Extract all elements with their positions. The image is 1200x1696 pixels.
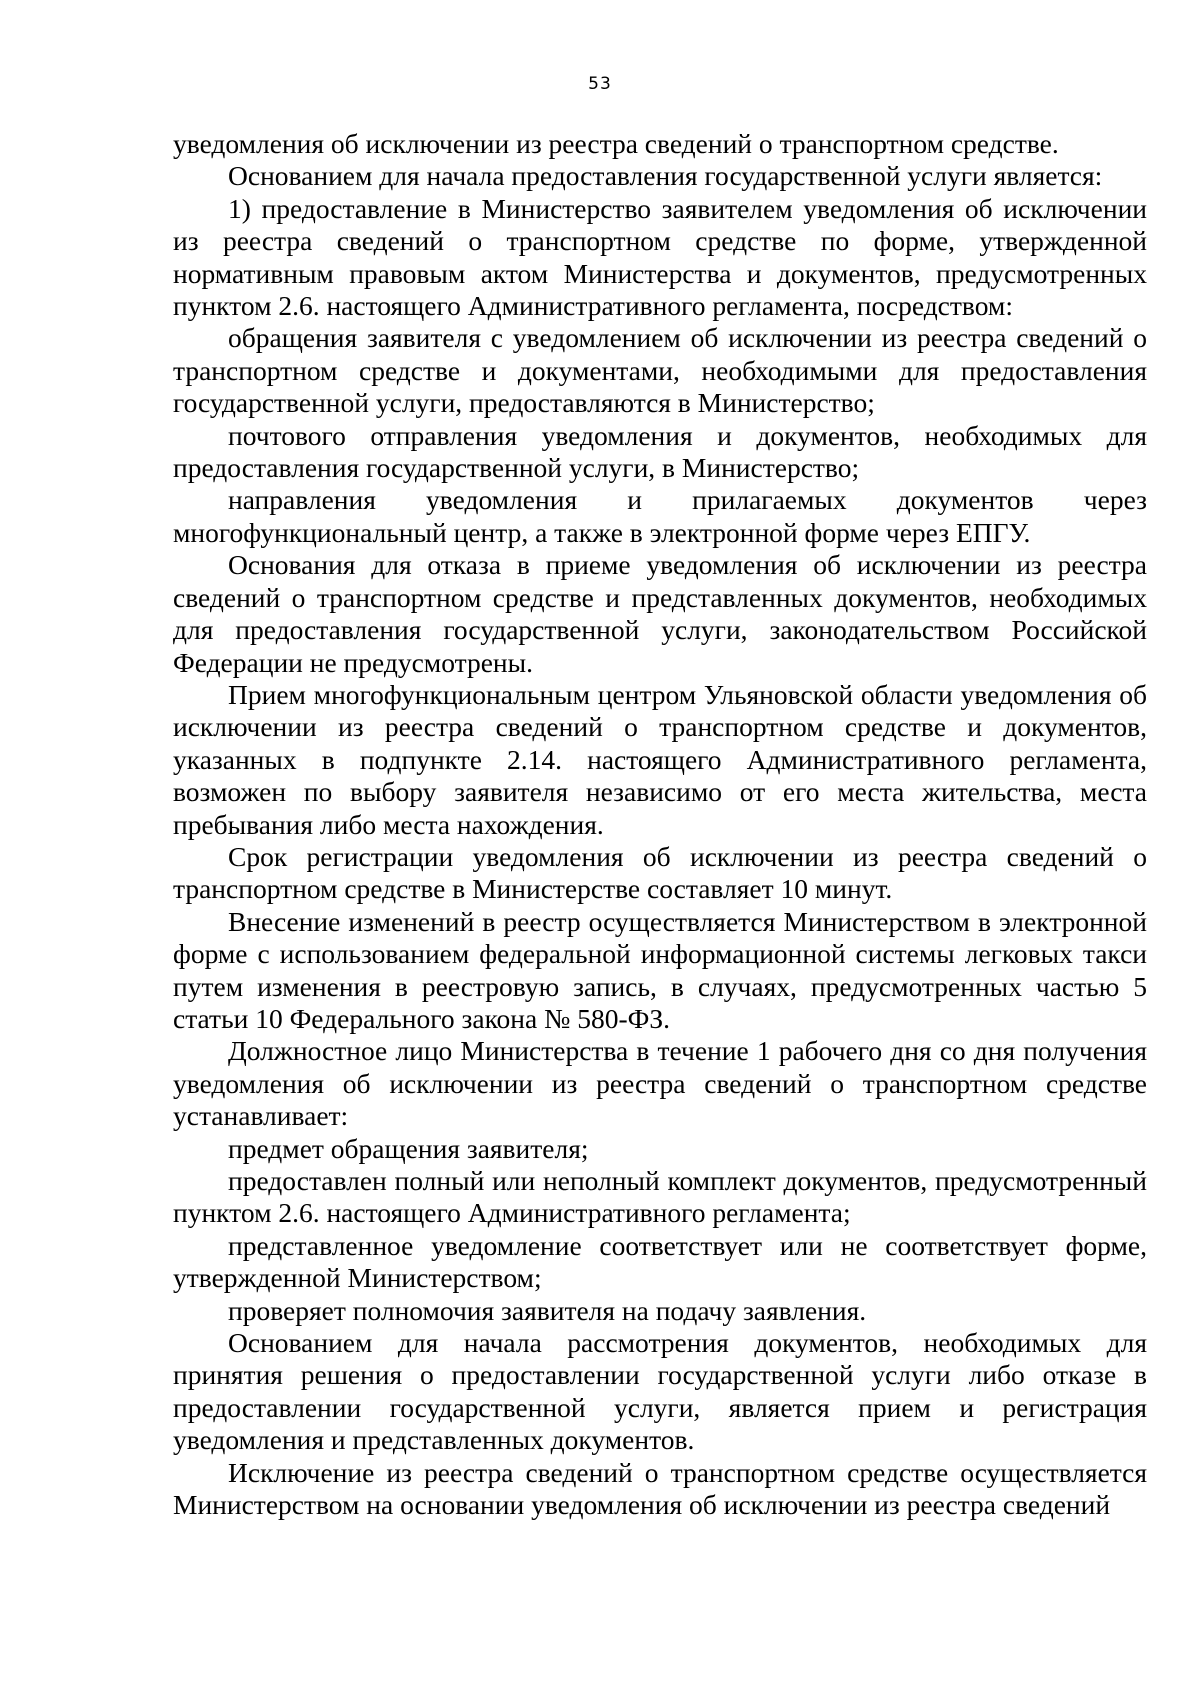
page-number: 53 xyxy=(588,74,612,94)
paragraph: Прием многофункциональным центром Ульяновской области уведомления об исключении из реестра сведений о транспортном средстве и документов, указанных в подпункте 2.14. настоящего Административного регламента, возможен по выбору заявителя независимо от его места жительства, места пребывания либо места нахождения. xyxy=(173,678,1147,840)
paragraph: проверяет полномочия заявителя на подачу заявления. xyxy=(228,1294,867,1326)
paragraph: Срок регистрации уведомления об исключении из реестра сведений о транспортном средстве в Министерстве составляет 10 минут. xyxy=(173,840,1147,905)
paragraph: 1) предоставление в Министерство заявителем уведомления об исключении из реестра сведений о транспортном средстве по форме, утвержденной нормативным правовым актом Министерства и документов, предусмотренных пунктом 2.6. настоящего Административного регламента, посредством: xyxy=(173,192,1147,322)
paragraph: представленное уведомление соответствует или не соответствует форме, утвержденной Министерством; xyxy=(173,1229,1147,1294)
paragraph: Основанием для начала предоставления государственной услуги является: xyxy=(228,160,1103,192)
paragraph: обращения заявителя с уведомлением об исключении из реестра сведений о транспортном средстве и документами, необходимыми для предоставления государственной услуги, предоставляются в Министерство; xyxy=(173,322,1147,419)
paragraph: Основанием для начала рассмотрения документов, необходимых для принятия решения о предоставлении государственной услуги либо отказе в предоставлении государственной услуги, является прием и регистрация уведомления и представленных документов. xyxy=(173,1327,1147,1456)
paragraph: почтового отправления уведомления и документов, необходимых для предоставления государственной услуги, в Министерство; xyxy=(173,419,1147,484)
paragraph: направления уведомления и прилагаемых документов через многофункциональный центр, а также в электронной форме через ЕПГУ. xyxy=(173,484,1147,548)
paragraph: Исключение из реестра сведений о транспортном средстве осуществляется Министерством на основании уведомления об исключении из реестра сведений xyxy=(173,1456,1147,1521)
paragraph: Внесение изменений в реестр осуществляется Министерством в электронной форме с использованием федеральной информационной системы легковых такси путем изменения в реестровую запись, в случаях, предусмотренных частью 5 статьи 10 Федерального закона № 580-ФЗ. xyxy=(173,905,1147,1034)
paragraph: Основания для отказа в приеме уведомления об исключении из реестра сведений о транспортном средстве и представленных документов, необходимых для предоставления государственной услуги, законодательством Российской Федерации не предусмотрены. xyxy=(173,549,1147,678)
paragraph: Должностное лицо Министерства в течение 1 рабочего дня со дня получения уведомления об исключении из реестра сведений о транспортном средстве устанавливает: xyxy=(173,1035,1147,1132)
paragraph: уведомления об исключении из реестра сведений о транспортном средстве. xyxy=(173,128,1059,159)
paragraph: предмет обращения заявителя; xyxy=(228,1132,589,1164)
paragraph: предоставлен полный или неполный комплект документов, предусмотренный пунктом 2.6. настоящего Административного регламента; xyxy=(173,1165,1147,1229)
document-body xyxy=(173,128,1147,1521)
